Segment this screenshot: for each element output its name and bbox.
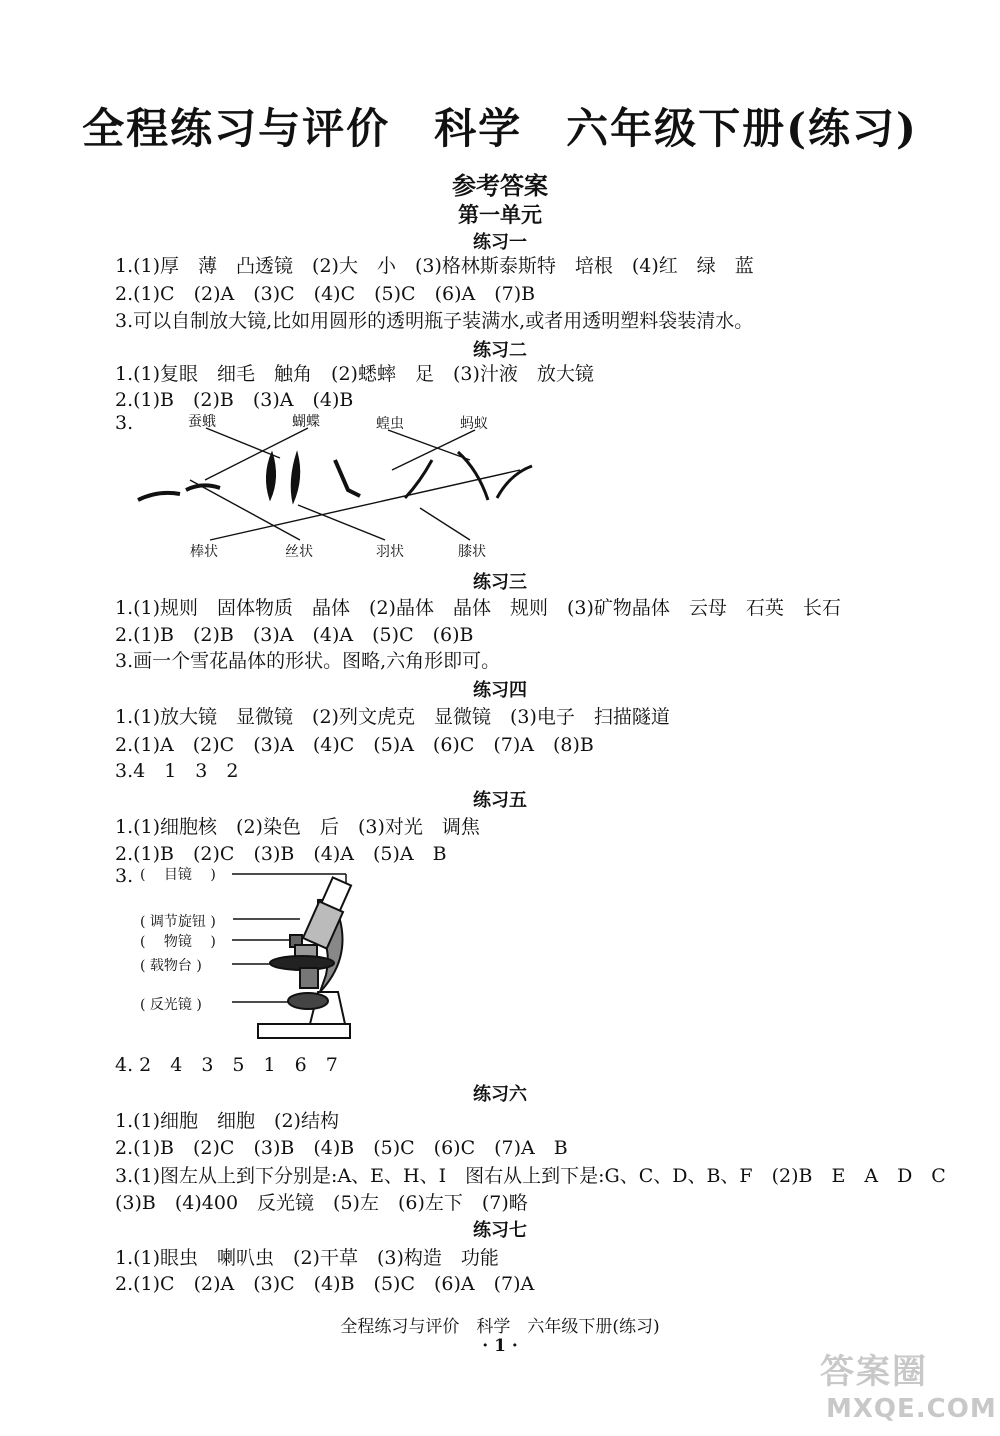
insect-label-silkmoth: 蚕蛾	[188, 414, 216, 430]
exercise-4-line-1: 1.(1)放大镜 显微镜 (2)列文虎克 显微镜 (3)电子 扫描隧道	[115, 706, 670, 728]
exercise-4-heading: 练习四	[473, 680, 527, 701]
exercise-4-line-3: 3.4 1 3 2	[115, 760, 239, 782]
insect-label-ant: 蚂蚁	[460, 416, 488, 432]
exercise-5-line-4: 4. 2 4 3 5 1 6 7	[115, 1054, 338, 1076]
exercise-4-line-2: 2.(1)A (2)C (3)A (4)C (5)A (6)C (7)A (8)B	[115, 734, 594, 756]
exercise-7-heading: 练习七	[473, 1220, 527, 1241]
insect-label-butterfly: 蝴蝶	[292, 414, 320, 430]
exercise-5-heading: 练习五	[473, 790, 527, 811]
insect-label-locust: 蝗虫	[376, 416, 404, 432]
antenna-label-geniculate: 膝状	[458, 544, 486, 560]
exercise-3-heading: 练习三	[473, 572, 527, 593]
exercise-5-line-2: 2.(1)B (2)C (3)B (4)A (5)A B	[115, 843, 447, 865]
exercise-5-line-1: 1.(1)细胞核 (2)染色 后 (3)对光 调焦	[115, 816, 480, 838]
microscope-body	[258, 877, 351, 1038]
watermark-logo: 答案圈	[820, 1352, 928, 1392]
unit-heading: 第一单元	[458, 202, 542, 227]
exercise-1-line-2: 2.(1)C (2)A (3)C (4)C (5)C (6)A (7)B	[115, 283, 536, 305]
exercise-3-line-2: 2.(1)B (2)B (3)A (4)A (5)C (6)B	[115, 624, 474, 646]
watermark-url: MXQE.COM	[826, 1394, 997, 1424]
antenna-label-club: 棒状	[190, 544, 218, 560]
exercise-6-line-3: 3.(1)图左从上到下分别是:A、E、H、I 图右从上到下是:G、C、D、B、F (2)B E A D C	[115, 1165, 946, 1187]
exercise-1-line-1: 1.(1)厚 薄 凸透镜 (2)大 小 (3)格林斯泰斯特 培根 (4)红 绿 蓝	[115, 255, 754, 277]
microscope-label-objective: ( 物镜 )	[140, 934, 216, 950]
exercise-5-line-3: 3.	[115, 865, 134, 887]
exercise-2-line-1: 1.(1)复眼 细毛 触角 (2)蟋蟀 足 (3)汁液 放大镜	[115, 363, 594, 385]
exercise-1-heading: 练习一	[473, 232, 527, 253]
footer-title: 全程练习与评价 科学 六年级下册(练习)	[340, 1317, 660, 1337]
exercise-1-line-3: 3.可以自制放大镜,比如用圆形的透明瓶子装满水,或者用透明塑料袋装清水。	[115, 310, 754, 332]
exercise-6-heading: 练习六	[473, 1084, 527, 1105]
exercise-3-line-3: 3.画一个雪花晶体的形状。图略,六角形即可。	[115, 650, 501, 672]
microscope-label-knob: ( 调节旋钮 )	[140, 914, 216, 930]
exercise-2-heading: 练习二	[473, 340, 527, 361]
microscope-label-mirror: ( 反光镜 )	[140, 997, 202, 1013]
page-number: · 1 ·	[482, 1336, 518, 1356]
exercise-2-line-2: 2.(1)B (2)B (3)A (4)B	[115, 389, 354, 411]
antenna-label-filiform: 丝状	[285, 544, 313, 560]
exercise-2-line-3: 3.	[115, 412, 134, 434]
microscope-label-eyepiece: ( 目镜 )	[140, 867, 216, 883]
exercise-7-line-1: 1.(1)眼虫 喇叭虫 (2)干草 (3)构造 功能	[115, 1247, 499, 1269]
answers-heading: 参考答案	[452, 171, 548, 200]
microscope-label-stage: ( 载物台 )	[140, 958, 202, 974]
page-title: 全程练习与评价 科学 六年级下册(练习)	[82, 104, 918, 153]
exercise-6-line-4: (3)B (4)400 反光镜 (5)左 (6)左下 (7)略	[115, 1192, 528, 1214]
exercise-6-line-2: 2.(1)B (2)C (3)B (4)B (5)C (6)C (7)A B	[115, 1137, 568, 1159]
antenna-label-plumose: 羽状	[376, 544, 404, 560]
exercise-6-line-1: 1.(1)细胞 细胞 (2)结构	[115, 1110, 339, 1132]
exercise-3-line-1: 1.(1)规则 固体物质 晶体 (2)晶体 晶体 规则 (3)矿物晶体 云母 石英 长石	[115, 597, 841, 619]
exercise-7-line-2: 2.(1)C (2)A (3)C (4)B (5)C (6)A (7)A	[115, 1273, 535, 1295]
